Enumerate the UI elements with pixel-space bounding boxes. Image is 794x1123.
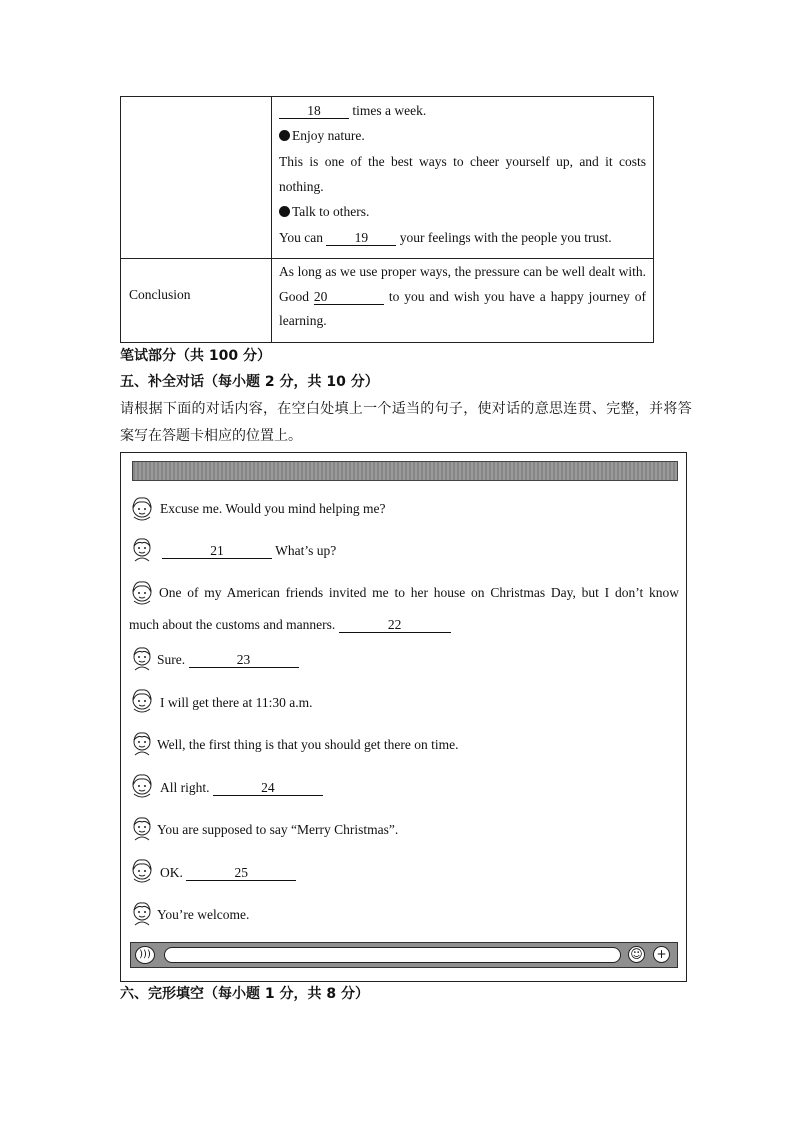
section6-title: 六、完形填空（每小题 1 分，共 8 分） bbox=[120, 986, 369, 1002]
chat-input-bar bbox=[130, 942, 678, 968]
bullet-text: Enjoy nature. bbox=[292, 128, 365, 143]
table-text: You can bbox=[279, 230, 324, 245]
table-text: learning. bbox=[279, 313, 327, 328]
section5-instruction: 请根据下面的对话内容，在空白处填上一个适当的句子，使对话的意思连贯、完整，并将答 bbox=[120, 401, 692, 417]
message-text: much about the customs and manners. bbox=[129, 617, 336, 632]
section5-title: 五、补全对话（每小题 2 分，共 10 分） bbox=[120, 374, 379, 390]
emoji-icon[interactable]: ☺ bbox=[628, 946, 645, 963]
blank-20[interactable]: 20 bbox=[314, 290, 384, 305]
bullet-icon bbox=[279, 130, 290, 141]
girl-avatar-icon bbox=[130, 579, 154, 605]
bullet-text: Talk to others. bbox=[292, 204, 370, 219]
girl-avatar-icon bbox=[130, 857, 154, 883]
boy-avatar-icon bbox=[130, 815, 154, 841]
message-text: I will get there at 11:30 a.m. bbox=[160, 695, 313, 710]
girl-avatar-icon bbox=[130, 495, 154, 521]
boy-avatar-icon bbox=[130, 536, 154, 562]
table-text: nothing. bbox=[279, 179, 324, 194]
message-text: You’re welcome. bbox=[157, 907, 250, 922]
boy-avatar-icon bbox=[130, 900, 154, 926]
table-line-blank-18 bbox=[279, 103, 426, 119]
boy-avatar-icon bbox=[130, 645, 154, 671]
message-text: OK. bbox=[160, 865, 183, 880]
table-text: This is one of the best ways to cheer yourself up, and it costs bbox=[279, 154, 646, 169]
conclusion-label: Conclusion bbox=[129, 287, 191, 302]
message-text: Excuse me. Would you mind helping me? bbox=[160, 501, 386, 516]
blank-24[interactable]: 24 bbox=[213, 781, 323, 796]
boy-avatar-icon bbox=[130, 730, 154, 756]
plus-icon[interactable]: + bbox=[653, 946, 670, 963]
message-line bbox=[160, 780, 323, 796]
message-line bbox=[157, 652, 299, 668]
message-text: One of my American friends invited me to her house on Christmas Day, but I don’t know bbox=[159, 585, 679, 600]
message-input[interactable] bbox=[164, 947, 621, 963]
blank-25[interactable]: 25 bbox=[186, 866, 296, 881]
bullet-icon bbox=[279, 206, 290, 217]
message-line bbox=[160, 865, 296, 881]
table-line-blank-20 bbox=[279, 289, 646, 305]
blank-22[interactable]: 22 bbox=[339, 618, 451, 633]
girl-avatar-icon bbox=[130, 687, 154, 713]
table-text: Good bbox=[279, 289, 309, 304]
chat-title-bar bbox=[132, 461, 678, 481]
table-text: As long as we use proper ways, the pressure can be well dealt with. bbox=[279, 264, 646, 279]
table-text: your feelings with the people you trust. bbox=[399, 230, 612, 245]
blank-18[interactable]: 18 bbox=[279, 104, 349, 119]
table-line-blank-19 bbox=[279, 230, 612, 246]
table-text: to you and wish you have a happy journey of bbox=[388, 289, 647, 304]
outline-table bbox=[120, 96, 654, 343]
table-row-divider bbox=[121, 258, 653, 259]
chat-window bbox=[120, 452, 687, 982]
table-column-divider bbox=[271, 97, 272, 342]
girl-avatar-icon bbox=[130, 772, 154, 798]
blank-19[interactable]: 19 bbox=[326, 231, 396, 246]
message-text: Sure. bbox=[157, 652, 186, 667]
table-bullet-enjoy-nature bbox=[279, 128, 365, 144]
message-text: What’s up? bbox=[275, 543, 337, 558]
blank-23[interactable]: 23 bbox=[189, 653, 299, 668]
message-text: You are supposed to say “Merry Christmas”. bbox=[157, 822, 399, 837]
message-line bbox=[162, 543, 336, 559]
section-written-title: 笔试部分（共 100 分） bbox=[120, 348, 271, 364]
message-text: All right. bbox=[160, 780, 210, 795]
blank-21[interactable]: 21 bbox=[162, 544, 272, 559]
voice-icon[interactable]: ))) bbox=[135, 946, 155, 964]
section5-instruction-cont: 案写在答题卡相应的位置上。 bbox=[120, 428, 302, 444]
message-text: Well, the first thing is that you should get there on time. bbox=[157, 737, 459, 752]
table-bullet-talk-to-others bbox=[279, 204, 369, 220]
message-line bbox=[129, 617, 451, 633]
table-text: times a week. bbox=[352, 103, 427, 118]
